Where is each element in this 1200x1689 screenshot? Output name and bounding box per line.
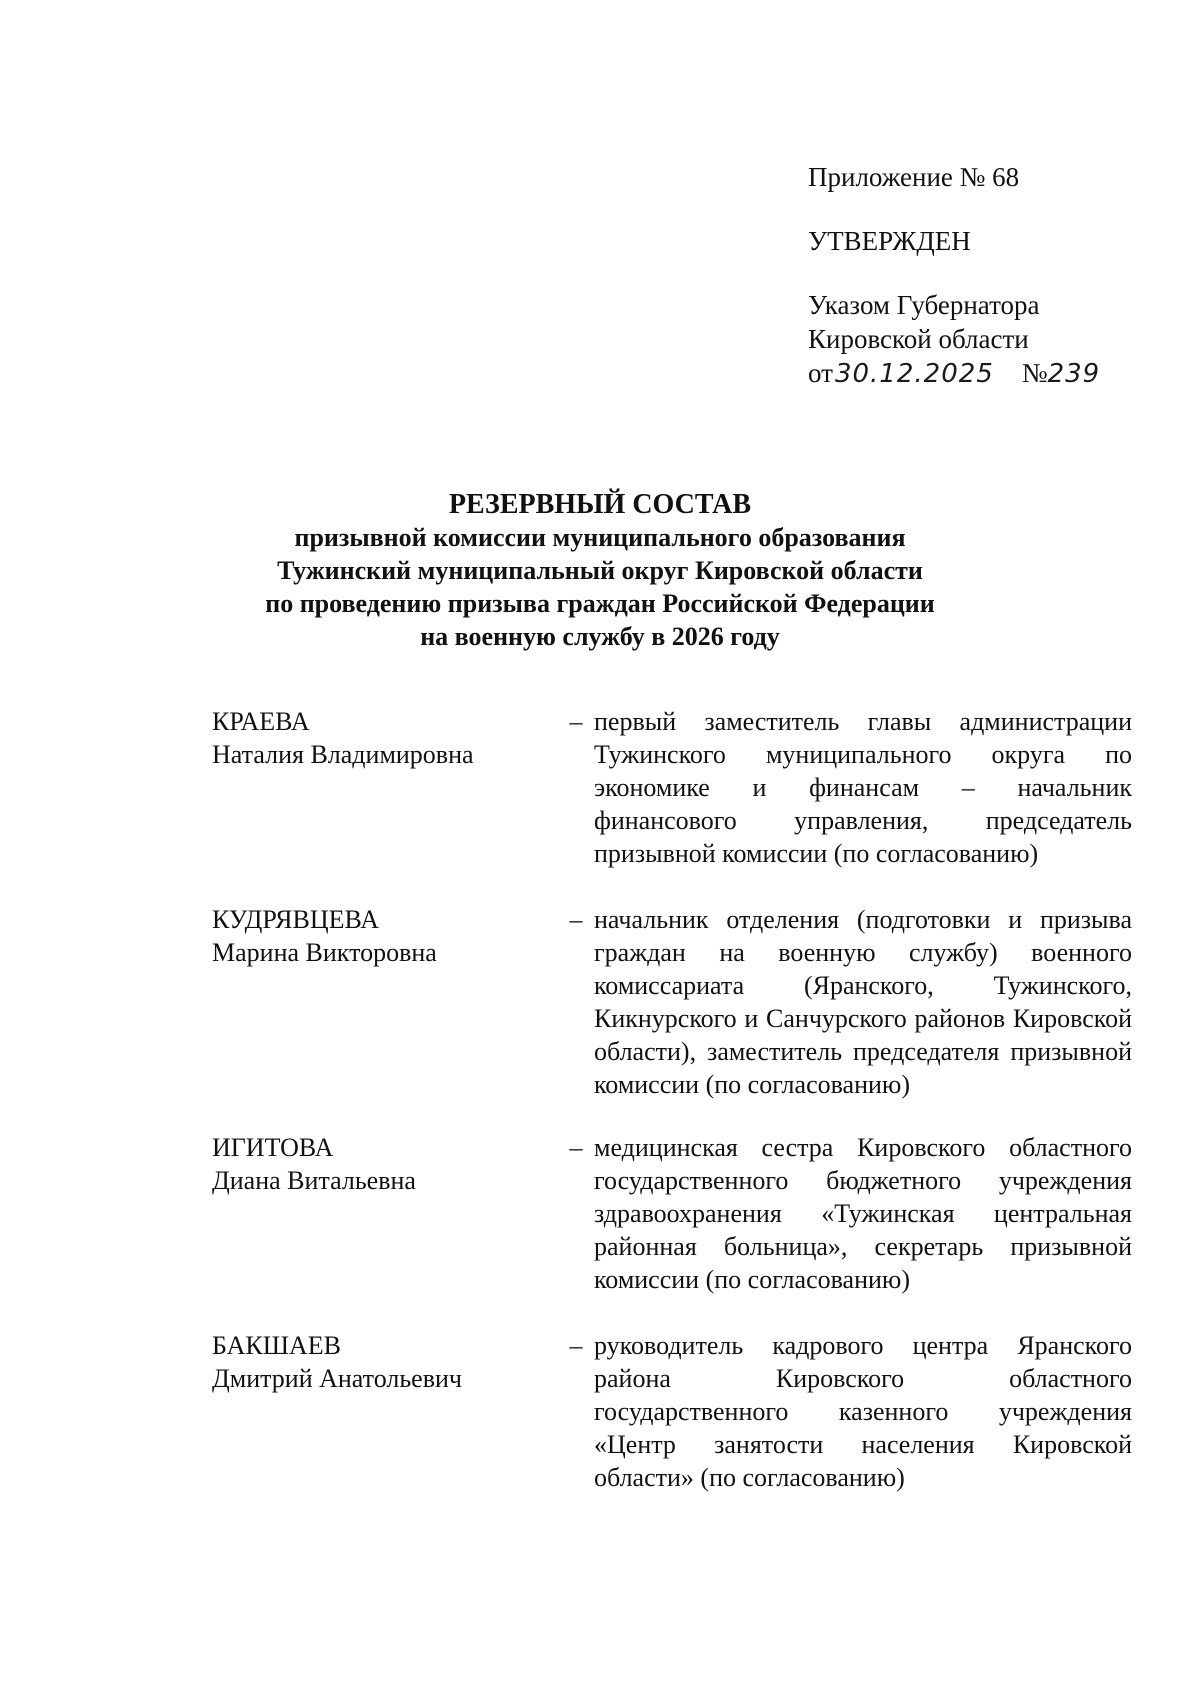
member-role: первый заместитель главы администрации Тужинского муниципального округа по экономике и финансам – начальник финансового управления, председатель призывной комиссии (по согласованию) [594, 707, 1132, 868]
number-prefix: № [1021, 358, 1048, 388]
member-given-names: Диана Витальевна [212, 1166, 416, 1195]
document-title [200, 488, 1000, 653]
member-entry [212, 903, 1132, 1131]
member-entry [212, 705, 1132, 903]
approval-block [808, 160, 1100, 391]
member-name [212, 1329, 532, 1395]
member-given-names: Дмитрий Анатольевич [212, 1364, 462, 1393]
member-role: медицинская сестра Кировского областного государственного бюджетного учреждения здравоохранения «Тужинская центральная районная больница», секретарь призывной комиссии (по согласованию) [594, 1133, 1132, 1294]
member-surname: ИГИТОВА [212, 1133, 334, 1162]
member-surname: КРАЕВА [212, 707, 310, 736]
member-given-names: Марина Викторовна [212, 938, 437, 967]
member-dash: – [569, 1331, 583, 1360]
title-line-5: на военную службу в 2026 году [420, 622, 780, 651]
member-dash: – [569, 1133, 583, 1162]
appendix-number: Приложение № 68 [808, 162, 1020, 192]
decree-line-1: Указом Губернатора [808, 290, 1040, 320]
member-dash: – [569, 707, 583, 736]
member-name [212, 1131, 532, 1197]
member-role: руководитель кадрового центра Яранского района Кировского областного государственного казенного учреждения «Центр занятости населения Кировской области» (по согласованию) [594, 1331, 1132, 1492]
member-name [212, 705, 532, 771]
title-line-4: по проведению призыва граждан Российской Федерации [265, 589, 935, 618]
date-prefix: от [808, 358, 833, 388]
approved-heading: УТВЕРЖДЕН [808, 226, 971, 256]
title-line-2: призывной комиссии муниципального образования [294, 523, 906, 552]
handwritten-date: 30.12.2025 [834, 359, 994, 389]
decree-date-line [808, 356, 1100, 391]
member-entry [212, 1131, 1132, 1329]
member-entry [212, 1329, 1132, 1499]
member-name [212, 903, 532, 969]
decree-line-2: Кировской области [808, 324, 1029, 354]
title-line-1: РЕЗЕРВНЫЙ СОСТАВ [448, 489, 752, 520]
member-given-names: Наталия Владимировна [212, 740, 474, 769]
handwritten-number: 239 [1047, 359, 1101, 389]
member-surname: КУДРЯВЦЕВА [212, 905, 379, 934]
member-list [212, 705, 1132, 1499]
member-dash: – [569, 905, 583, 934]
member-role: начальник отделения (подготовки и призыва граждан на военную службу) военного комиссариата (Яранского, Тужинского, Кикнурского и Санчурского районов Кировской области), заместитель председателя призывной комиссии (по согласованию) [594, 905, 1132, 1099]
member-surname: БАКШАЕВ [212, 1331, 341, 1360]
title-line-3: Тужинский муниципальный округ Кировской области [277, 556, 923, 585]
